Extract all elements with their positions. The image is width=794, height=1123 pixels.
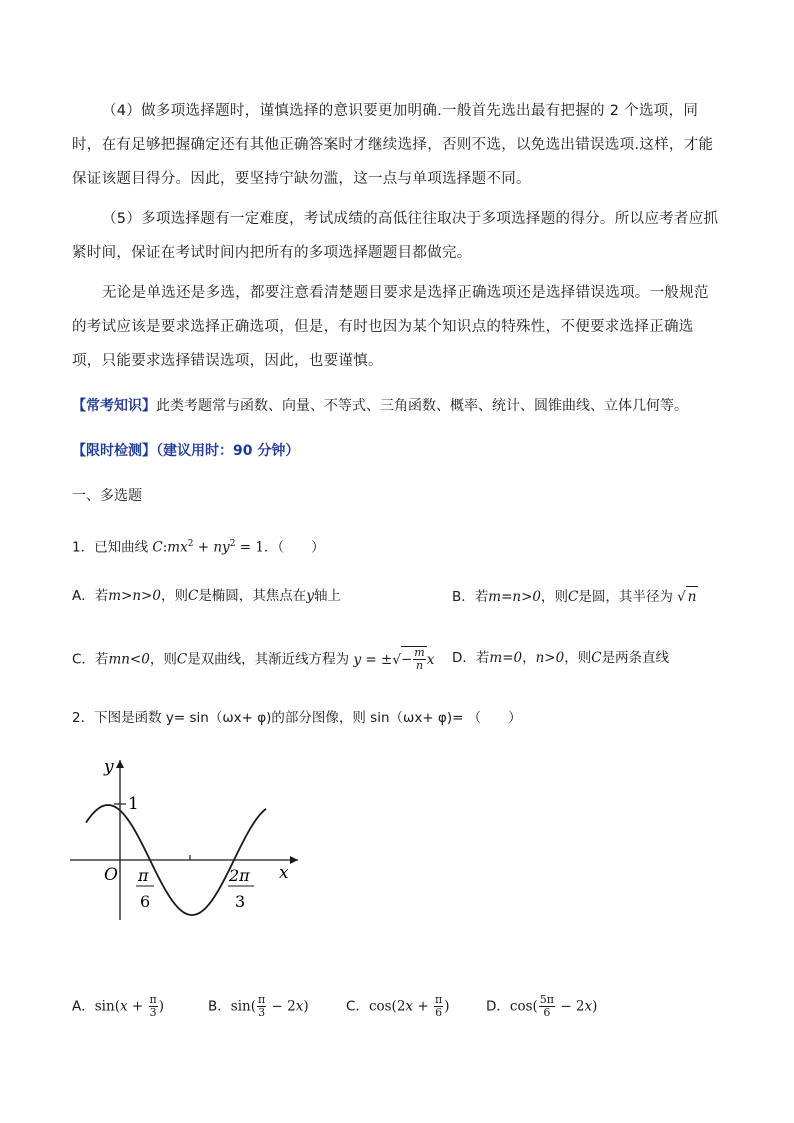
q1-option-d[interactable]: D．若m=0，n>0，则C是两条直线 <box>452 650 670 666</box>
q2-option-b[interactable]: B．sin( $\frac{\pi}{3}$ − 2x) <box>208 993 309 1019</box>
common-knowledge-line <box>72 396 688 416</box>
q2-option-d[interactable]: D．cos( $\frac{5\pi}{6}$ − 2x) <box>486 993 598 1019</box>
origin-label: O <box>104 865 118 885</box>
q1-stem-suffix: ．（ ） <box>263 539 325 556</box>
q1-option-a[interactable]: A．若m>n>0，则C是椭圆，其焦点在y轴上 <box>72 588 341 604</box>
section-title: 一、多选题 <box>72 488 142 504</box>
paragraph-4-text: （4）做多项选择题时，谨慎选择的意识要更加明确.一般首先选出最有把握的 2 个选项，同时，在有足够把握确定还有其他正确答案时才继续选择，否则不选，以免选出错误选项.这样，才能保证该题目得分。因此，要坚持宁缺勿滥，这一点与单项选择题不同。 <box>72 103 714 187</box>
asymptote-formula: y = ±√− $\frac{m}{n}$ x <box>353 646 435 672</box>
question-1-stem: 1．已知曲线 $C:mx^2 + ny^2 = 1$．（ ） <box>72 539 325 556</box>
paragraph-4 <box>72 94 722 196</box>
common-knowledge-text: 此类考题常与函数、向量、不等式、三角函数、概率、统计、圆锥曲线、立体几何等。 <box>156 398 688 414</box>
y-axis-label: y <box>104 757 114 777</box>
common-knowledge-tag: 【常考知识】 <box>72 398 156 414</box>
q1-option-b[interactable]: B．若m=n>0，则C是圆，其半径为 √ n <box>452 586 698 607</box>
paragraph-5-text: （5）多项选择题有一定难度，考试成绩的高低往往取决于多项选择题的得分。所以应考者应抓紧时间，保证在考试时间内把所有的多项选择题题目都做完。 <box>72 211 719 261</box>
one-label: 1 <box>128 794 139 814</box>
timed-test-line <box>72 441 299 461</box>
paragraph-5 <box>72 202 722 270</box>
sine-graph <box>66 752 306 927</box>
y-axis-arrow <box>116 760 124 768</box>
q1-curve-equation: C <box>152 539 163 556</box>
q1-option-c[interactable]: C．若mn<0，则C是双曲线，其渐近线方程为 y = ±√− $\frac{m}{n}$ x <box>72 646 435 672</box>
timed-test-text: （建议用时：90 分钟） <box>156 443 300 459</box>
q2-option-a[interactable]: A．sin(x + $\frac{\pi}{3}$ ) <box>72 993 165 1019</box>
pi-label: π <box>138 866 149 885</box>
x-axis-arrow <box>290 856 298 864</box>
x-axis-label: x <box>279 863 289 883</box>
q2-option-c[interactable]: C．cos(2x + $\frac{\pi}{6}$ ) <box>346 993 450 1019</box>
paragraph-6 <box>72 276 722 378</box>
three-label: 3 <box>235 892 246 911</box>
question-2-stem: 2．下图是函数 y= sin（ωx+ φ)的部分图像，则 sin（ωx+ φ)= （ ） <box>72 710 522 726</box>
six-label: 6 <box>140 892 151 911</box>
two-pi-label: 2π <box>229 866 250 885</box>
paragraph-6-text: 无论是单选还是多选，都要注意看清楚题目要求是选择正确选项还是选择错误选项。一般规范的考试应该是要求选择正确选项，但是，有时也因为某个知识点的特殊性，不便要求选择正确选项，只能要求选择错误选项，因此，也要谨慎。 <box>72 285 709 369</box>
q1-stem-prefix: 1．已知曲线 <box>72 539 149 556</box>
sqrt-n: √ n <box>677 589 698 605</box>
timed-test-tag: 【限时检测】 <box>72 443 156 459</box>
